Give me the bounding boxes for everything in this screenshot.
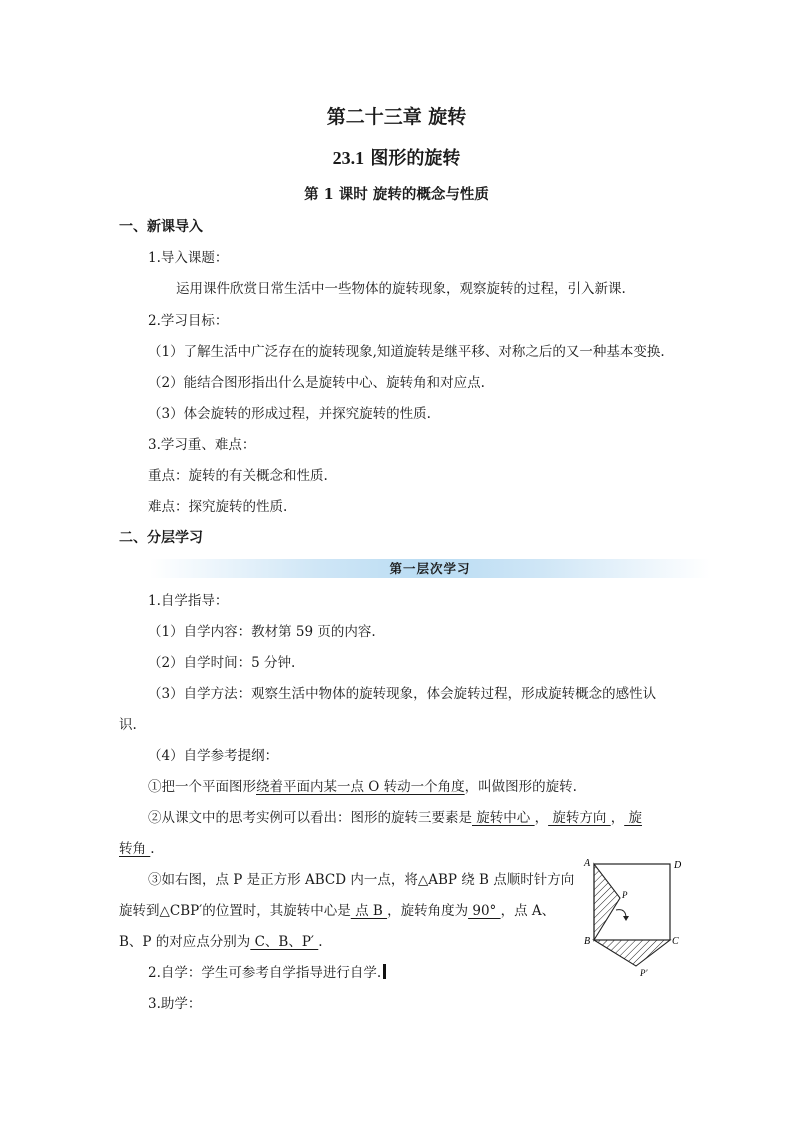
part2-heading: 二、分层学习 bbox=[119, 530, 203, 546]
intro-text: 运用课件欣赏日常生活中一些物体的旋转现象，观察旋转的过程，引入新课. bbox=[176, 281, 626, 297]
guide-time: （2）自学时间：5 分钟. bbox=[148, 655, 296, 671]
level-banner-text: 第一层次学习 bbox=[389, 561, 471, 576]
label-p-prime: P′ bbox=[640, 968, 648, 978]
text-cursor bbox=[383, 964, 386, 979]
outline-label: （4）自学参考提纲： bbox=[148, 748, 279, 764]
label-c: C bbox=[672, 936, 679, 947]
q3-answer-center: 点 B bbox=[350, 903, 388, 919]
intro-label: 1.导入课题： bbox=[148, 250, 229, 266]
q2-text: ②从课文中的思考实例可以看出：图形的旋转三要素是 bbox=[148, 810, 472, 826]
guide-content: （1）自学内容：教材第 59 页的内容. bbox=[148, 624, 376, 640]
q3-text-a: 旋转到△CBP′的位置时，其旋转中心是 bbox=[119, 903, 351, 919]
label-p: P bbox=[622, 890, 628, 900]
q2-answer-center: 旋转中心 bbox=[472, 810, 535, 826]
key-label: 3.学习重、难点： bbox=[148, 437, 256, 453]
hard-point: 难点：探究旋转的性质. bbox=[148, 499, 288, 515]
help-label: 3.助学： bbox=[148, 996, 202, 1012]
guide-label: 1.自学指导： bbox=[148, 593, 229, 609]
level-banner bbox=[150, 559, 710, 578]
key-point: 重点：旋转的有关概念和性质. bbox=[148, 468, 328, 484]
section-title bbox=[0, 146, 793, 171]
question-3-line1: ③如右图，点 P 是正方形 ABCD 内一点，将△ABP 绕 B 点顺时针方向 bbox=[148, 872, 575, 888]
lesson-title: 第 1 课时 旋转的概念与性质 bbox=[304, 186, 489, 203]
chapter-title: 第二十三章 旋转 bbox=[326, 106, 467, 128]
part1-heading: 一、新课导入 bbox=[119, 219, 203, 235]
question-3-line2 bbox=[119, 901, 555, 921]
q2-answer-angle-b: 转角 bbox=[119, 841, 151, 857]
label-a: A bbox=[584, 858, 591, 869]
goal-1: （1）了解生活中广泛存在的旋转现象,知道旋转是继平移、对称之后的又一种基本变换. bbox=[148, 344, 665, 360]
triangle-cbp-prime bbox=[594, 940, 670, 966]
goal-2: （2）能结合图形指出什么是旋转中心、旋转角和对应点. bbox=[148, 375, 485, 391]
q1-text-b: ，叫做图形的旋转. bbox=[464, 779, 577, 795]
selfstudy-text: 2.自学：学生可参考自学指导进行自学. bbox=[148, 965, 382, 981]
label-b: B bbox=[584, 936, 591, 947]
q3-text-d: B、P 的对应点分别为 bbox=[119, 934, 251, 950]
q2-sep-2: ， bbox=[610, 810, 625, 826]
q3-text-c: ，点 A、 bbox=[500, 903, 556, 919]
guide-method-line1: （3）自学方法：观察生活中物体的旋转现象，体会旋转过程，形成旋转概念的感性认 bbox=[148, 686, 657, 702]
q3-answer-points: C、B、P′ bbox=[250, 934, 319, 950]
question-2-line2 bbox=[119, 839, 155, 859]
rotation-figure bbox=[582, 852, 692, 982]
q1-text-a: ①把一个平面图形 bbox=[148, 779, 256, 795]
triangle-abp bbox=[594, 864, 620, 940]
goals-label: 2.学习目标： bbox=[148, 313, 229, 329]
q3-text-b: ，旋转角度为 bbox=[387, 903, 469, 919]
q2-answer-angle-a: 旋 bbox=[624, 810, 642, 826]
guide-method-line2: 识. bbox=[119, 717, 137, 733]
question-2-line1 bbox=[148, 808, 642, 828]
q2-sep-1: ， bbox=[534, 810, 549, 826]
q3-text-e: . bbox=[318, 934, 323, 950]
goal-3: （3）体会旋转的形成过程，并探究旋转的性质. bbox=[148, 406, 431, 422]
selfstudy bbox=[148, 963, 386, 983]
q1-answer: 绕着平面内某一点 O 转动一个角度 bbox=[256, 779, 465, 795]
question-3-line3 bbox=[119, 932, 323, 952]
question-1 bbox=[148, 777, 577, 797]
label-d: D bbox=[674, 860, 682, 871]
q2-answer-direction: 旋转方向 bbox=[548, 810, 611, 826]
q2-end: . bbox=[150, 841, 155, 857]
q3-answer-angle: 90° bbox=[468, 903, 501, 919]
section-name: 图形的旋转 bbox=[364, 148, 461, 169]
rotation-arrow-head bbox=[623, 916, 629, 921]
section-number: 23.1 bbox=[332, 148, 365, 168]
